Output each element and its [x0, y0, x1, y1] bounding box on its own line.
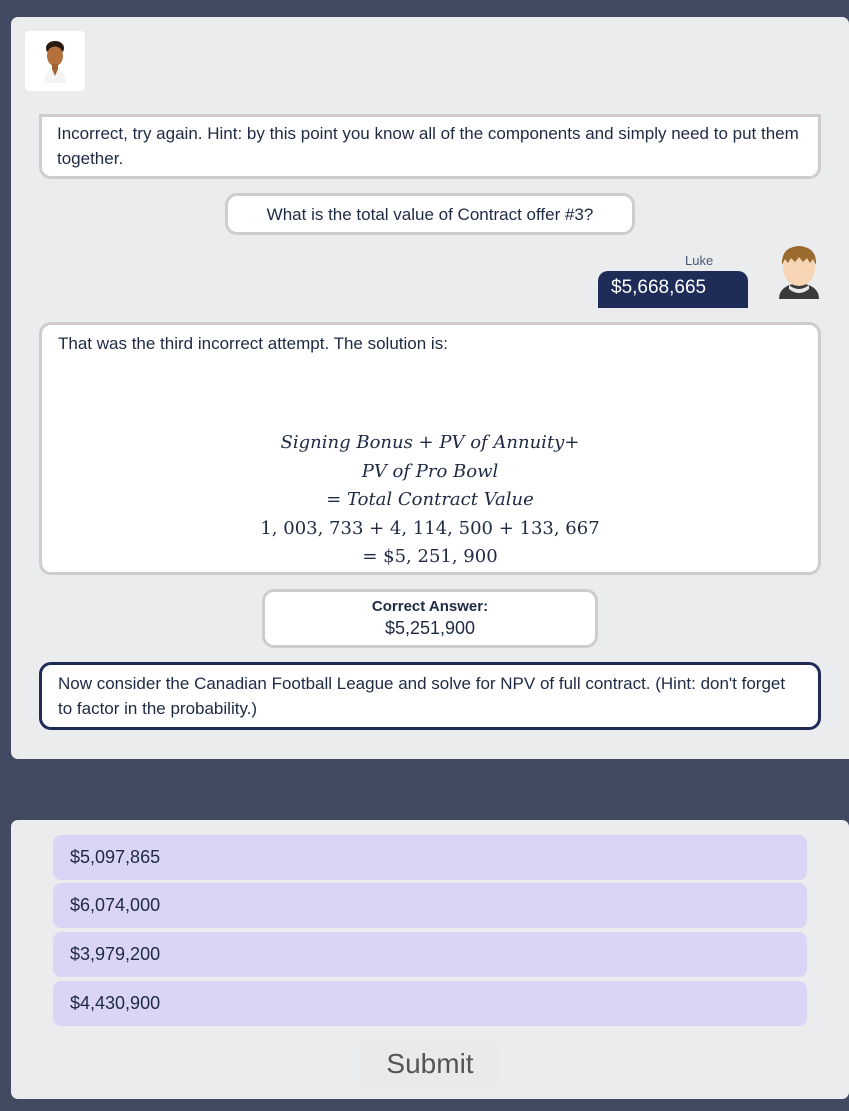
answer-option[interactable]: [53, 932, 807, 977]
solution-intro: That was the third incorrect attempt. The solution is:: [58, 334, 448, 353]
chat-panel: [11, 17, 849, 759]
formula-line-5: = $5, 251, 900: [362, 546, 498, 567]
formula-line-1: Signing Bonus + PV of Annuity+: [280, 432, 580, 453]
formula-line-2: PV of Pro Bowl: [361, 460, 499, 482]
correct-answer-value: $5,251,900: [384, 618, 476, 638]
hint-message: [39, 114, 821, 179]
bot-avatar: [25, 31, 85, 91]
answer-option-label: $3,979,200: [70, 944, 161, 964]
correct-answer-box: [262, 589, 598, 648]
answer-option-label: $5,097,865: [70, 847, 161, 867]
answer-option[interactable]: [53, 883, 807, 928]
submit-button[interactable]: Submit: [360, 1042, 500, 1086]
hint-text: Incorrect, try again. Hint: by this point you know all of the components and simply need to put them together.: [57, 124, 799, 168]
user-answer-text: $5,668,665: [611, 277, 707, 298]
formula-line-4: 1, 003, 733 + 4, 114, 500 + 133, 667: [260, 517, 600, 539]
user-avatar-icon: [775, 241, 823, 301]
user-avatar: [775, 241, 823, 301]
user-answer-bubble: [598, 271, 748, 308]
answer-panel: [11, 820, 849, 1099]
user-name: Luke: [685, 253, 714, 268]
question-text: What is the total value of Contract offer #3?: [266, 205, 594, 224]
answer-option[interactable]: [53, 981, 807, 1026]
next-prompt-text: Now consider the Canadian Football League and solve for NPV of full contract. (Hint: don't forget to factor in the probability.): [58, 674, 786, 718]
bot-avatar-icon: [40, 39, 70, 83]
correct-answer-label: Correct Answer:: [371, 598, 489, 615]
solution-message: [39, 322, 821, 575]
solution-formula: [42, 429, 818, 572]
formula-line-3: = Total Contract Value: [326, 489, 534, 510]
answer-option[interactable]: [53, 835, 807, 880]
answer-option-label: $6,074,000: [70, 895, 161, 915]
next-prompt-message: [39, 662, 821, 730]
question-message: [225, 193, 635, 235]
answer-option-label: $4,430,900: [70, 993, 161, 1013]
